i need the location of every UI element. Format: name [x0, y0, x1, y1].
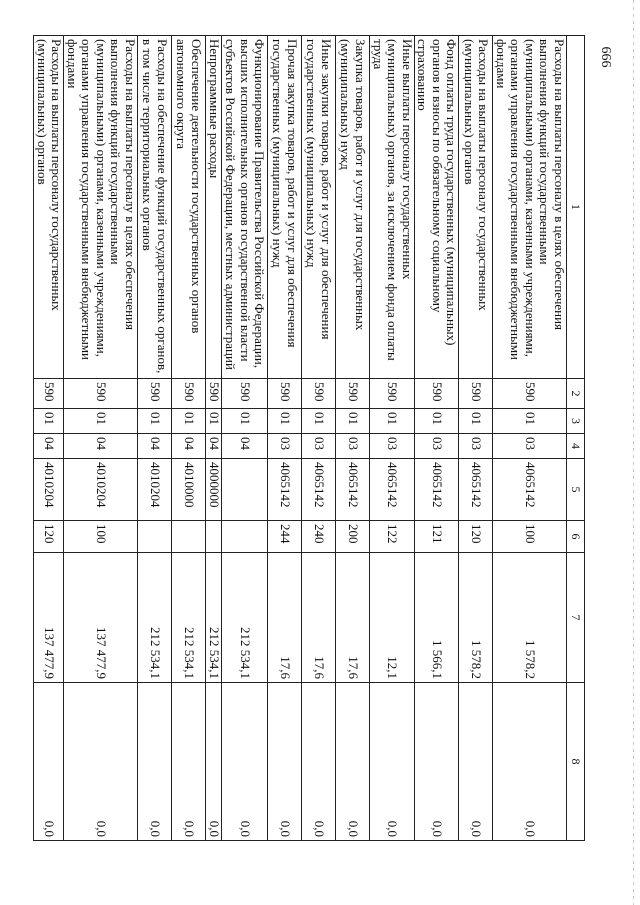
- table-row: [369, 36, 414, 841]
- grbs-code-cell: 590: [335, 379, 369, 409]
- table-row: [171, 36, 205, 841]
- section-code-cell: 01: [64, 409, 138, 434]
- target-article-cell: 4010000: [171, 459, 205, 521]
- table-row: [221, 36, 267, 841]
- subsection-code-cell: 03: [267, 434, 301, 459]
- amount-cell: 1 578,2: [459, 553, 493, 683]
- row-name-cell: Расходы на выплаты персоналу в целях обеспечения выполнения функций государственными (муниципальными) органами, казенными учреждениями, органами управления государственными внебюджетными фондами: [493, 36, 567, 379]
- table-row: [493, 36, 567, 841]
- grbs-code-cell: 590: [205, 379, 221, 409]
- amount-secondary-cell: 0,0: [301, 683, 335, 841]
- grbs-code-cell: 590: [414, 379, 459, 409]
- expense-type-cell: [205, 521, 221, 553]
- amount-cell: 212 534,1: [205, 553, 221, 683]
- amount-cell: 12,1: [369, 553, 414, 683]
- target-article-cell: 4065142: [335, 459, 369, 521]
- amount-cell: 212 534,1: [137, 553, 171, 683]
- header-cell: 8: [567, 683, 585, 841]
- expense-type-cell: [221, 521, 267, 553]
- amount-secondary-cell: 0,0: [335, 683, 369, 841]
- section-code-cell: 01: [369, 409, 414, 434]
- grbs-code-cell: 590: [493, 379, 567, 409]
- section-code-cell: 01: [171, 409, 205, 434]
- grbs-code-cell: 590: [301, 379, 335, 409]
- expense-type-cell: 100: [64, 521, 138, 553]
- section-code-cell: 01: [221, 409, 267, 434]
- target-article-cell: [221, 459, 267, 521]
- section-code-cell: 01: [459, 409, 493, 434]
- table-body: [34, 36, 567, 841]
- page-number: 666: [598, 46, 613, 68]
- row-name-cell: Обеспечение деятельности государственных органов автономного округа: [171, 36, 205, 379]
- expense-type-cell: 200: [335, 521, 369, 553]
- row-name-cell: Расходы на выплаты персоналу в целях обеспечения выполнения функций государственными (муниципальными) органами, казенными учреждениями, органами управления государственными внебюджетными фондами: [64, 36, 138, 379]
- row-name-cell: Функционирование Правительства Российской Федерации, высших исполнительных органов государственной власти субъектов Российской Федерации, местных администраций: [221, 36, 267, 379]
- table-row: [34, 36, 64, 841]
- header-cell: 6: [567, 521, 585, 553]
- section-code-cell: 01: [335, 409, 369, 434]
- section-code-cell: 01: [34, 409, 64, 434]
- subsection-code-cell: 04: [171, 434, 205, 459]
- amount-secondary-cell: 0,0: [137, 683, 171, 841]
- section-code-cell: 01: [205, 409, 221, 434]
- expense-type-cell: 240: [301, 521, 335, 553]
- table-row: [267, 36, 301, 841]
- section-code-cell: 01: [414, 409, 459, 434]
- target-article-cell: 4010204: [137, 459, 171, 521]
- row-name-cell: Расходы на обеспечение функций государственных органов, в том числе территориальных органов: [137, 36, 171, 379]
- amount-cell: 17,6: [301, 553, 335, 683]
- subsection-code-cell: 03: [369, 434, 414, 459]
- subsection-code-cell: 03: [414, 434, 459, 459]
- header-row: [567, 36, 585, 841]
- subsection-code-cell: 04: [137, 434, 171, 459]
- header-cell: 5: [567, 459, 585, 521]
- amount-secondary-cell: 0,0: [267, 683, 301, 841]
- amount-secondary-cell: 0,0: [459, 683, 493, 841]
- amount-cell: 212 534,1: [221, 553, 267, 683]
- rotated-table-wrapper: [34, 35, 585, 840]
- expense-type-cell: 100: [493, 521, 567, 553]
- expense-type-cell: [171, 521, 205, 553]
- amount-secondary-cell: 0,0: [64, 683, 138, 841]
- grbs-code-cell: 590: [64, 379, 138, 409]
- amount-secondary-cell: 0,0: [221, 683, 267, 841]
- header-cell: 2: [567, 379, 585, 409]
- subsection-code-cell: 04: [221, 434, 267, 459]
- amount-cell: 137 477,9: [64, 553, 138, 683]
- expense-type-cell: 120: [459, 521, 493, 553]
- section-code-cell: 01: [493, 409, 567, 434]
- row-name-cell: Непрограммные расходы: [205, 36, 221, 379]
- subsection-code-cell: 04: [205, 434, 221, 459]
- amount-cell: 17,6: [267, 553, 301, 683]
- target-article-cell: 4010204: [34, 459, 64, 521]
- amount-secondary-cell: 0,0: [414, 683, 459, 841]
- amount-cell: 17,6: [335, 553, 369, 683]
- header-cell: 1: [567, 36, 585, 379]
- table-row: [301, 36, 335, 841]
- row-name-cell: Иные закупки товаров, работ и услуг для обеспечения государственных (муниципальных) нужд: [301, 36, 335, 379]
- grbs-code-cell: 590: [221, 379, 267, 409]
- expense-type-cell: [137, 521, 171, 553]
- scan-edge-divider: [633, 0, 634, 905]
- row-name-cell: Расходы на выплаты персоналу государственных (муниципальных) органов: [459, 36, 493, 379]
- subsection-code-cell: 03: [459, 434, 493, 459]
- subsection-code-cell: 04: [34, 434, 64, 459]
- table-row: [459, 36, 493, 841]
- expense-type-cell: 120: [34, 521, 64, 553]
- grbs-code-cell: 590: [137, 379, 171, 409]
- amount-secondary-cell: 0,0: [171, 683, 205, 841]
- section-code-cell: 01: [267, 409, 301, 434]
- expense-type-cell: 244: [267, 521, 301, 553]
- header-cell: 7: [567, 553, 585, 683]
- table-row: [414, 36, 459, 841]
- amount-secondary-cell: 0,0: [369, 683, 414, 841]
- table-row: [137, 36, 171, 841]
- expense-type-cell: 122: [369, 521, 414, 553]
- section-code-cell: 01: [301, 409, 335, 434]
- row-name-cell: Закупка товаров, работ и услуг для государственных (муниципальных) нужд: [335, 36, 369, 379]
- amount-secondary-cell: 0,0: [493, 683, 567, 841]
- row-name-cell: Расходы на выплаты персоналу государственных (муниципальных) органов: [34, 36, 64, 379]
- header-cell: 4: [567, 434, 585, 459]
- section-code-cell: 01: [137, 409, 171, 434]
- amount-secondary-cell: 0,0: [205, 683, 221, 841]
- budget-table: [33, 35, 585, 841]
- table-row: [335, 36, 369, 841]
- target-article-cell: 4065142: [459, 459, 493, 521]
- target-article-cell: 4010204: [64, 459, 138, 521]
- target-article-cell: 4065142: [369, 459, 414, 521]
- amount-secondary-cell: 0,0: [34, 683, 64, 841]
- grbs-code-cell: 590: [369, 379, 414, 409]
- target-article-cell: 4065142: [267, 459, 301, 521]
- amount-cell: 137 477,9: [34, 553, 64, 683]
- expense-type-cell: 121: [414, 521, 459, 553]
- row-name-cell: Прочая закупка товаров, работ и услуг для обеспечения государственных (муниципальных) нужд: [267, 36, 301, 379]
- amount-cell: 212 534,1: [171, 553, 205, 683]
- subsection-code-cell: 03: [301, 434, 335, 459]
- grbs-code-cell: 590: [171, 379, 205, 409]
- subsection-code-cell: 03: [335, 434, 369, 459]
- grbs-code-cell: 590: [34, 379, 64, 409]
- grbs-code-cell: 590: [267, 379, 301, 409]
- grbs-code-cell: 590: [459, 379, 493, 409]
- target-article-cell: 4065142: [301, 459, 335, 521]
- table-row: [205, 36, 221, 841]
- header-cell: 3: [567, 409, 585, 434]
- target-article-cell: 4065142: [414, 459, 459, 521]
- target-article-cell: 4000000: [205, 459, 221, 521]
- target-article-cell: 4065142: [493, 459, 567, 521]
- subsection-code-cell: 04: [64, 434, 138, 459]
- row-name-cell: Фонд оплаты труда государственных (муниципальных) органов и взносы по обязательному социальному страхованию: [414, 36, 459, 379]
- subsection-code-cell: 03: [493, 434, 567, 459]
- amount-cell: 1 566,1: [414, 553, 459, 683]
- amount-cell: 1 578,2: [493, 553, 567, 683]
- table-row: [64, 36, 138, 841]
- row-name-cell: Иные выплаты персоналу государственных (муниципальных) органов, за исключением фонда оплаты труда: [369, 36, 414, 379]
